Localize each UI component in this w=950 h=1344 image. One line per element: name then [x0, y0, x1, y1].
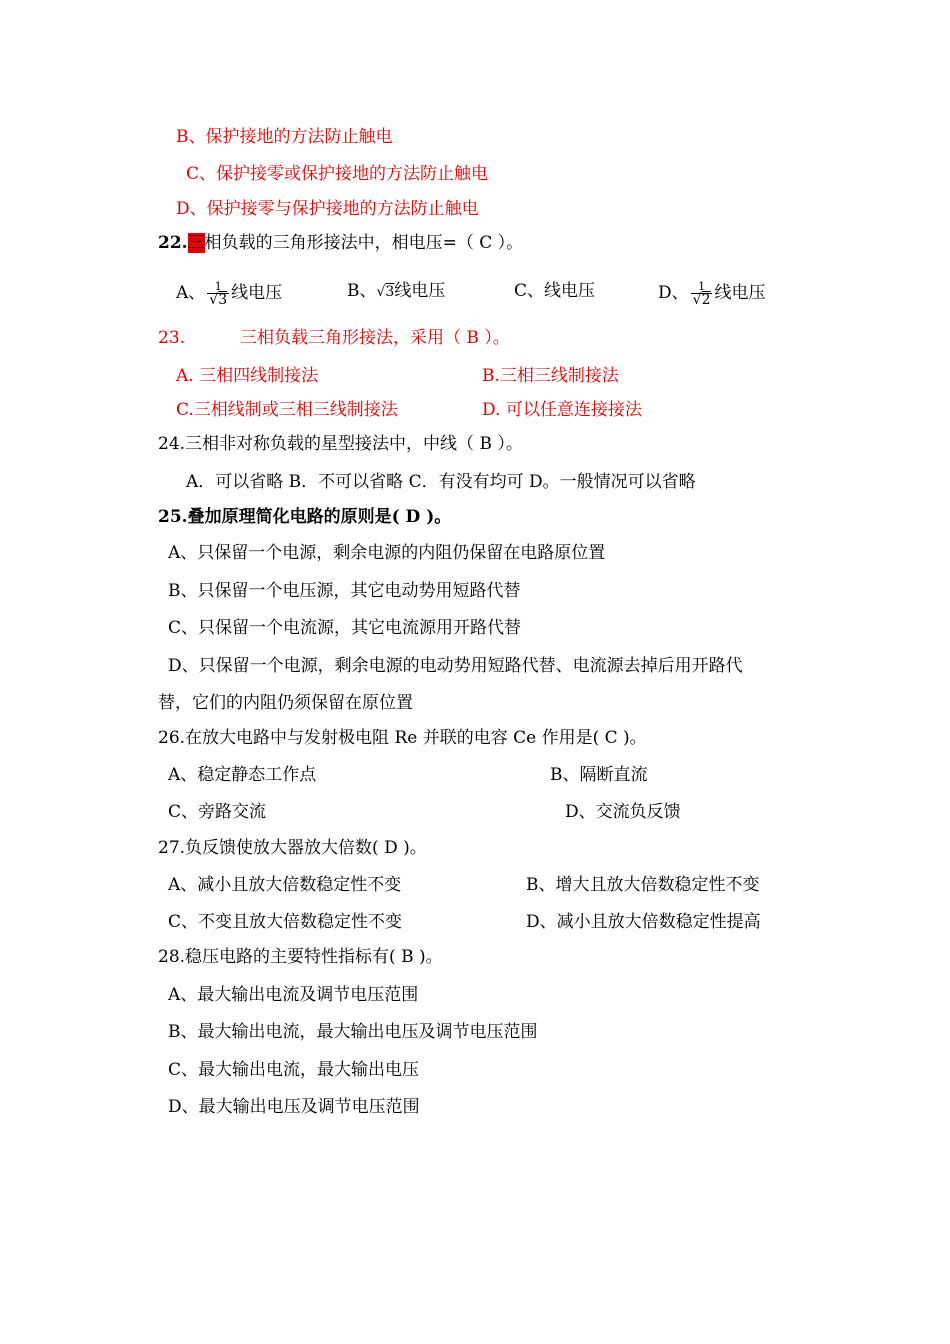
q22-option-d [658, 280, 765, 307]
q25-option-d-line2: 替，它们的内阻仍须保留在原位置 [158, 693, 413, 713]
q28-option-a: A、最大输出电流及调节电压范围 [168, 985, 419, 1005]
q26-stem: 26.在放大电路中与发射极电阻 Re 并联的电容 Ce 作用是( C )。 [158, 728, 647, 748]
q22-number: 22. [158, 233, 188, 253]
fraction-icon [691, 280, 713, 307]
q25-option-b: B、只保留一个电压源，其它电动势用短路代替 [168, 581, 521, 601]
fraction-icon [207, 280, 229, 307]
q22-option-a-label: A、 [176, 283, 206, 303]
q27-option-a: A、减小且放大倍数稳定性不变 [168, 875, 402, 895]
q28-option-c: C、最大输出电流，最大输出电压 [168, 1060, 420, 1080]
q24-options: A．可以省略 B．不可以省略 C．有没有均可 D。一般情况可以省略 [186, 472, 696, 492]
q22-option-b-label: B、 [347, 281, 377, 301]
q22-option-b-radicand: 3 [385, 284, 395, 300]
q25-option-a: A、只保留一个电源，剩余电源的内阻仍保留在电路原位置 [168, 543, 606, 563]
q23-stem: 三相负载三角形接法，采用（ B ）。 [240, 328, 510, 348]
q24-stem: 24.三相非对称负载的星型接法中，中线（ B ）。 [158, 434, 523, 454]
q25-option-d-line1: D、只保留一个电源，剩余电源的电动势用短路代替、电流源去掉后用开路代 [168, 656, 743, 676]
q27-option-b: B、增大且放大倍数稳定性不变 [526, 875, 760, 895]
sqrt-icon: √3 [209, 292, 228, 308]
sqrt-icon: √2 [692, 292, 711, 308]
q28-option-d: D、最大输出电压及调节电压范围 [168, 1097, 420, 1117]
q22-option-b [347, 280, 445, 303]
q22-option-c: C、线电压 [514, 281, 596, 301]
q22-stem-text: 相负载的三角形接法中，相电压=（ C ）。 [204, 233, 524, 253]
q26-option-a: A、稳定静态工作点 [168, 765, 317, 785]
q22-option-a-radicand: 3 [218, 292, 228, 308]
q26-option-b: B、隔断直流 [550, 765, 648, 785]
q23-option-d: D. 可以任意连接接法 [482, 400, 642, 420]
q22-option-a [176, 280, 282, 307]
q26-option-d: D、交流负反馈 [565, 802, 681, 822]
q22-option-d-numerator: 1 [691, 280, 713, 294]
q22-highlight: 三 [187, 233, 205, 253]
sqrt-icon: √3 [376, 284, 395, 300]
q22-option-a-numerator: 1 [207, 280, 229, 294]
q27-stem: 27.负反馈使放大器放大倍数( D )。 [158, 838, 427, 858]
q28-stem: 28.稳压电路的主要特性指标有( B )。 [158, 947, 443, 967]
q22-option-b-text: 线电压 [394, 281, 446, 301]
q26-option-c: C、旁路交流 [168, 802, 267, 822]
q21-option-c: C、保护接零或保护接地的方法防止触电 [186, 164, 489, 184]
q22-stem [158, 232, 523, 254]
q23-option-c: C.三相线制或三相三线制接法 [176, 400, 398, 420]
q27-option-c: C、不变且放大倍数稳定性不变 [168, 912, 403, 932]
q23-option-b: B.三相三线制接法 [482, 366, 619, 386]
q22-option-d-radicand: 2 [701, 292, 711, 308]
q23-option-a: A. 三相四线制接法 [176, 366, 319, 386]
q21-option-b: B、保护接地的方法防止触电 [176, 127, 393, 147]
q22-option-a-text: 线电压 [231, 283, 283, 303]
q25-option-c: C、只保留一个电流源，其它电流源用开路代替 [168, 618, 522, 638]
q25-stem: 25.叠加原理简化电路的原则是( D )。 [158, 507, 452, 527]
q28-option-b: B、最大输出电流，最大输出电压及调节电压范围 [168, 1022, 538, 1042]
q22-option-d-text: 线电压 [714, 283, 766, 303]
q23-number: 23. [158, 328, 186, 348]
q22-option-d-label: D、 [658, 283, 689, 303]
q27-option-d: D、减小且放大倍数稳定性提高 [526, 912, 761, 932]
q21-option-d: D、保护接零与保护接地的方法防止触电 [176, 199, 479, 219]
